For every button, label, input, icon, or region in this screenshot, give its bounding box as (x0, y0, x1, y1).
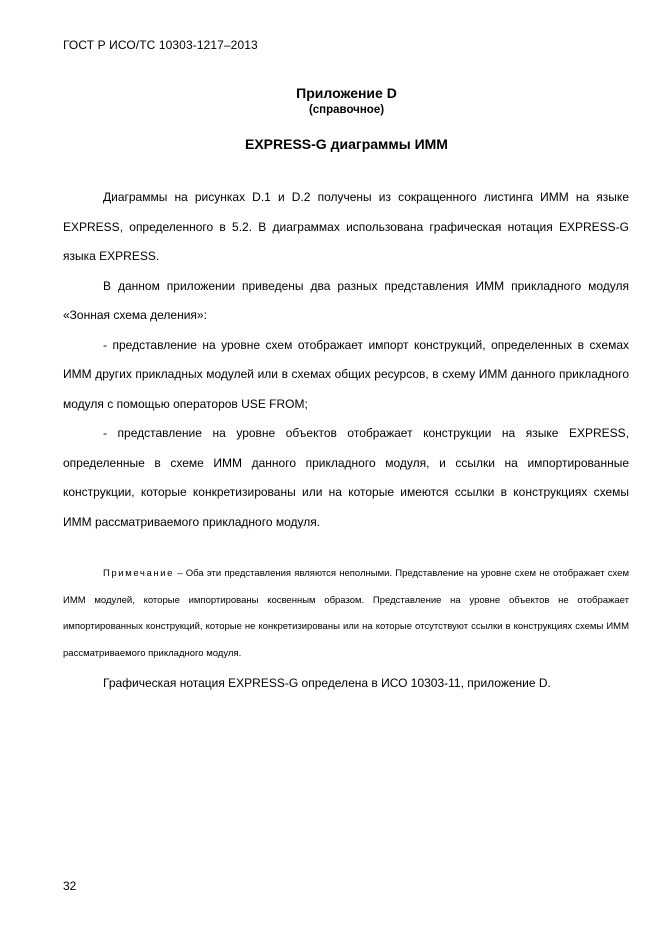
body-text (63, 183, 629, 537)
page-number: 32 (63, 879, 77, 893)
appendix-title: Приложение D (296, 85, 397, 101)
appendix-subtitle: (справочное) (308, 104, 385, 116)
standard-header: ГОСТ Р ИСО/ТС 10303-1217–2013 (63, 38, 258, 52)
paragraph: Диаграммы на рисунках D.1 и D.2 получены из сокращенного листинга ИММ на языке EXPRESS, определенного в 5.2. В диаграммах использована графическая нотация EXPRESS-G языка EXPRESS. (63, 190, 629, 263)
list-item-paragraph: - представление на уровне объектов отображает конструкции на языке EXPRESS, определенные в схеме ИММ данного прикладного модуля, и ссылки на импортированные конструкции, которые конкретизированы или на которые имеются ссылки в конструкциях схемы ИММ рассматриваемого прикладного модуля. (63, 426, 629, 529)
note-block (63, 561, 629, 667)
final-paragraph: Графическая нотация EXPRESS-G определена в ИСО 10303-11, приложение D. (103, 676, 551, 690)
section-title: EXPRESS-G диаграммы ИММ (245, 136, 448, 152)
note-text: – Оба эти представления являются неполными. Представление на уровне схем не отображает схем ИММ модулей, которые импортированы косвенным образом. Представление на уровне объектов не отображает импортированных конструкций, которые не конкретизированы или на которые отсутствуют ссылки в конструкциях схемы ИММ рассматриваемого прикладного модуля. (63, 568, 629, 659)
note-label: Примечание (103, 568, 174, 579)
paragraph: В данном приложении приведены два разных представления ИММ прикладного модуля «Зонная схема деления»: (63, 278, 629, 322)
list-item-paragraph: - представление на уровне схем отображает импорт конструкций, определенных в схемах ИММ других прикладных модулей или в схемах общих ресурсов, в схему ИММ данного прикладного модуля с помощью операторов USE FROM; (63, 337, 629, 411)
